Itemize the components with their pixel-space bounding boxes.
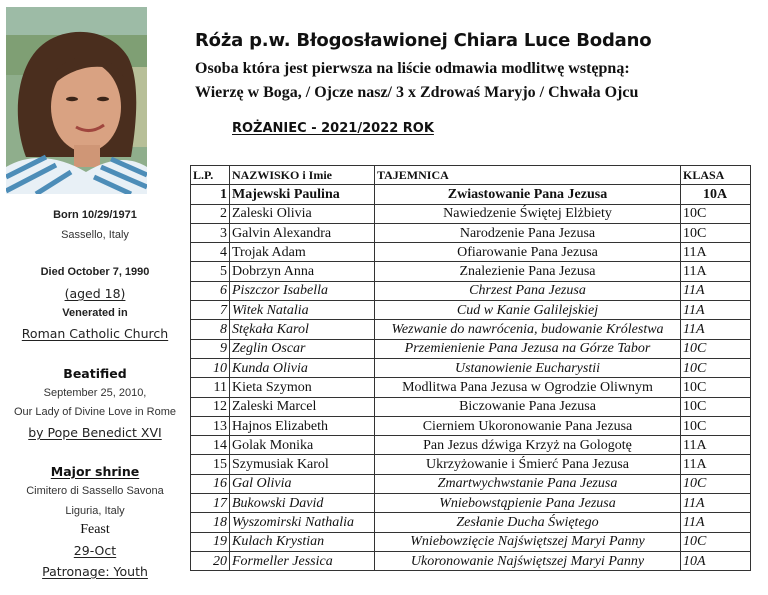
row-class: 11A bbox=[681, 513, 751, 532]
row-number: 4 bbox=[191, 243, 230, 262]
row-number: 18 bbox=[191, 513, 230, 532]
instruction-line-1: Osoba która jest pierwsza na liście odmawia modlitwę wstępną: bbox=[195, 60, 630, 77]
table-row bbox=[191, 204, 751, 223]
row-name: Zaleski Marcel bbox=[230, 397, 375, 416]
row-number: 19 bbox=[191, 532, 230, 551]
row-class: 10A bbox=[681, 185, 751, 204]
table-row bbox=[191, 532, 751, 551]
row-class: 10C bbox=[681, 397, 751, 416]
row-mystery: Ukoronowanie Najświętszej Maryi Panny bbox=[375, 551, 681, 570]
row-mystery: Chrzest Pana Jezusa bbox=[375, 281, 681, 300]
row-mystery: Pan Jezus dźwiga Krzyż na Gologotę bbox=[375, 436, 681, 455]
row-number: 1 bbox=[191, 185, 230, 204]
table-row bbox=[191, 281, 751, 300]
row-mystery: Znalezienie Pana Jezusa bbox=[375, 262, 681, 281]
beatified-place: Our Lady of Divine Love in Rome bbox=[13, 406, 177, 418]
column-header-name: NAZWISKO i Imie bbox=[230, 166, 375, 185]
table-row bbox=[191, 416, 751, 435]
rosary-heading: ROŻANIEC - 2021/2022 ROK bbox=[232, 121, 434, 136]
row-class: 10C bbox=[681, 358, 751, 377]
row-mystery: Biczowanie Pana Jezusa bbox=[375, 397, 681, 416]
row-name: Golak Monika bbox=[230, 436, 375, 455]
row-name: Gal Olivia bbox=[230, 474, 375, 493]
row-mystery: Narodzenie Pana Jezusa bbox=[375, 223, 681, 242]
row-number: 17 bbox=[191, 494, 230, 513]
row-name: Stękała Karol bbox=[230, 320, 375, 339]
row-mystery: Ofiarowanie Pana Jezusa bbox=[375, 243, 681, 262]
row-number: 20 bbox=[191, 551, 230, 570]
table-row bbox=[191, 494, 751, 513]
column-header-lp: L.P. bbox=[191, 166, 230, 185]
row-name: Piszczor Isabella bbox=[230, 281, 375, 300]
table-row bbox=[191, 358, 751, 377]
row-number: 2 bbox=[191, 204, 230, 223]
row-name: Szymusiak Karol bbox=[230, 455, 375, 474]
row-number: 14 bbox=[191, 436, 230, 455]
row-name: Formeller Jessica bbox=[230, 551, 375, 570]
row-mystery: Wezwanie do nawrócenia, budowanie Królestwa bbox=[375, 320, 681, 339]
row-name: Dobrzyn Anna bbox=[230, 262, 375, 281]
table-row bbox=[191, 436, 751, 455]
table-row bbox=[191, 397, 751, 416]
row-name: Zaleski Olivia bbox=[230, 204, 375, 223]
row-number: 15 bbox=[191, 455, 230, 474]
page-title: Róża p.w. Błogosławionej Chiara Luce Bodano bbox=[195, 30, 652, 51]
died-date: Died October 7, 1990 bbox=[40, 266, 150, 278]
beatified-label: Beatified bbox=[63, 366, 127, 381]
patronage-link[interactable]: Patronage: Youth bbox=[42, 564, 148, 579]
row-number: 7 bbox=[191, 301, 230, 320]
table-row bbox=[191, 185, 751, 204]
table-row bbox=[191, 474, 751, 493]
row-class: 10C bbox=[681, 204, 751, 223]
row-mystery: Przemienienie Pana Jezusa na Górze Tabor bbox=[375, 339, 681, 358]
beatified-by-link[interactable]: by Pope Benedict XVI bbox=[28, 425, 162, 440]
table-row bbox=[191, 320, 751, 339]
rosary-table bbox=[190, 165, 751, 571]
row-name: Bukowski David bbox=[230, 494, 375, 513]
table-row bbox=[191, 243, 751, 262]
row-class: 10C bbox=[681, 223, 751, 242]
row-class: 11A bbox=[681, 243, 751, 262]
row-name: Kunda Olivia bbox=[230, 358, 375, 377]
row-number: 5 bbox=[191, 262, 230, 281]
row-number: 11 bbox=[191, 378, 230, 397]
shrine-location-line1: Cimitero di Sassello Savona bbox=[26, 485, 164, 497]
row-name: Galvin Alexandra bbox=[230, 223, 375, 242]
row-name: Witek Natalia bbox=[230, 301, 375, 320]
feast-date-link[interactable]: 29-Oct bbox=[73, 543, 117, 558]
row-name: Kieta Szymon bbox=[230, 378, 375, 397]
table-row bbox=[191, 339, 751, 358]
row-number: 16 bbox=[191, 474, 230, 493]
row-name: Zeglin Oscar bbox=[230, 339, 375, 358]
row-class: 10C bbox=[681, 474, 751, 493]
row-number: 6 bbox=[191, 281, 230, 300]
row-class: 11A bbox=[681, 455, 751, 474]
row-name: Wyszomirski Nathalia bbox=[230, 513, 375, 532]
venerated-in-link[interactable]: Roman Catholic Church bbox=[21, 326, 169, 341]
row-number: 3 bbox=[191, 223, 230, 242]
row-class: 11A bbox=[681, 320, 751, 339]
table-row bbox=[191, 455, 751, 474]
table-row bbox=[191, 301, 751, 320]
row-mystery: Modlitwa Pana Jezusa w Ogrodzie Oliwnym bbox=[375, 378, 681, 397]
row-mystery: Zmartwychwstanie Pana Jezusa bbox=[375, 474, 681, 493]
table-header-row bbox=[191, 166, 751, 185]
row-number: 13 bbox=[191, 416, 230, 435]
row-class: 11A bbox=[681, 301, 751, 320]
table-row bbox=[191, 223, 751, 242]
portrait-illustration bbox=[6, 7, 147, 194]
aged-link[interactable]: (aged 18) bbox=[64, 286, 126, 301]
row-class: 11A bbox=[681, 281, 751, 300]
row-mystery: Zwiastowanie Pana Jezusa bbox=[375, 185, 681, 204]
row-name: Kulach Krystian bbox=[230, 532, 375, 551]
row-mystery: Ustanowienie Eucharystii bbox=[375, 358, 681, 377]
row-mystery: Zesłanie Ducha Świętego bbox=[375, 513, 681, 532]
feast-label: Feast bbox=[80, 522, 110, 537]
row-class: 10C bbox=[681, 532, 751, 551]
row-class: 10C bbox=[681, 378, 751, 397]
born-date: Born 10/29/1971 bbox=[53, 209, 137, 221]
table-row bbox=[191, 262, 751, 281]
row-number: 8 bbox=[191, 320, 230, 339]
row-number: 9 bbox=[191, 339, 230, 358]
row-class: 11A bbox=[681, 436, 751, 455]
row-class: 10C bbox=[681, 416, 751, 435]
shrine-location-line2: Liguria, Italy bbox=[65, 505, 125, 517]
table-row bbox=[191, 551, 751, 570]
beatified-date: September 25, 2010, bbox=[43, 387, 147, 399]
row-mystery: Wniebowstąpienie Pana Jezusa bbox=[375, 494, 681, 513]
row-mystery: Ukrzyżowanie i Śmierć Pana Jezusa bbox=[375, 455, 681, 474]
column-header-mystery: TAJEMNICA bbox=[375, 166, 681, 185]
row-number: 10 bbox=[191, 358, 230, 377]
portrait-photo bbox=[6, 7, 147, 194]
row-mystery: Cud w Kanie Galilejskiej bbox=[375, 301, 681, 320]
row-number: 12 bbox=[191, 397, 230, 416]
row-mystery: Wniebowzięcie Najświętszej Maryi Panny bbox=[375, 532, 681, 551]
table-row bbox=[191, 378, 751, 397]
major-shrine-label[interactable]: Major shrine bbox=[50, 464, 140, 479]
row-class: 11A bbox=[681, 262, 751, 281]
born-place: Sassello, Italy bbox=[61, 229, 129, 241]
row-class: 10A bbox=[681, 551, 751, 570]
row-mystery: Nawiedzenie Świętej Elżbiety bbox=[375, 204, 681, 223]
column-header-class: KLASA bbox=[681, 166, 751, 185]
row-class: 11A bbox=[681, 494, 751, 513]
row-name: Hajnos Elizabeth bbox=[230, 416, 375, 435]
venerated-label: Venerated in bbox=[62, 307, 128, 319]
row-class: 10C bbox=[681, 339, 751, 358]
row-name: Trojak Adam bbox=[230, 243, 375, 262]
row-name: Majewski Paulina bbox=[230, 185, 375, 204]
row-mystery: Cierniem Ukoronowanie Pana Jezusa bbox=[375, 416, 681, 435]
table-row bbox=[191, 513, 751, 532]
instruction-line-2: Wierzę w Boga, / Ojcze nasz/ 3 x Zdrowaś Maryjo / Chwała Ojcu bbox=[195, 84, 639, 101]
